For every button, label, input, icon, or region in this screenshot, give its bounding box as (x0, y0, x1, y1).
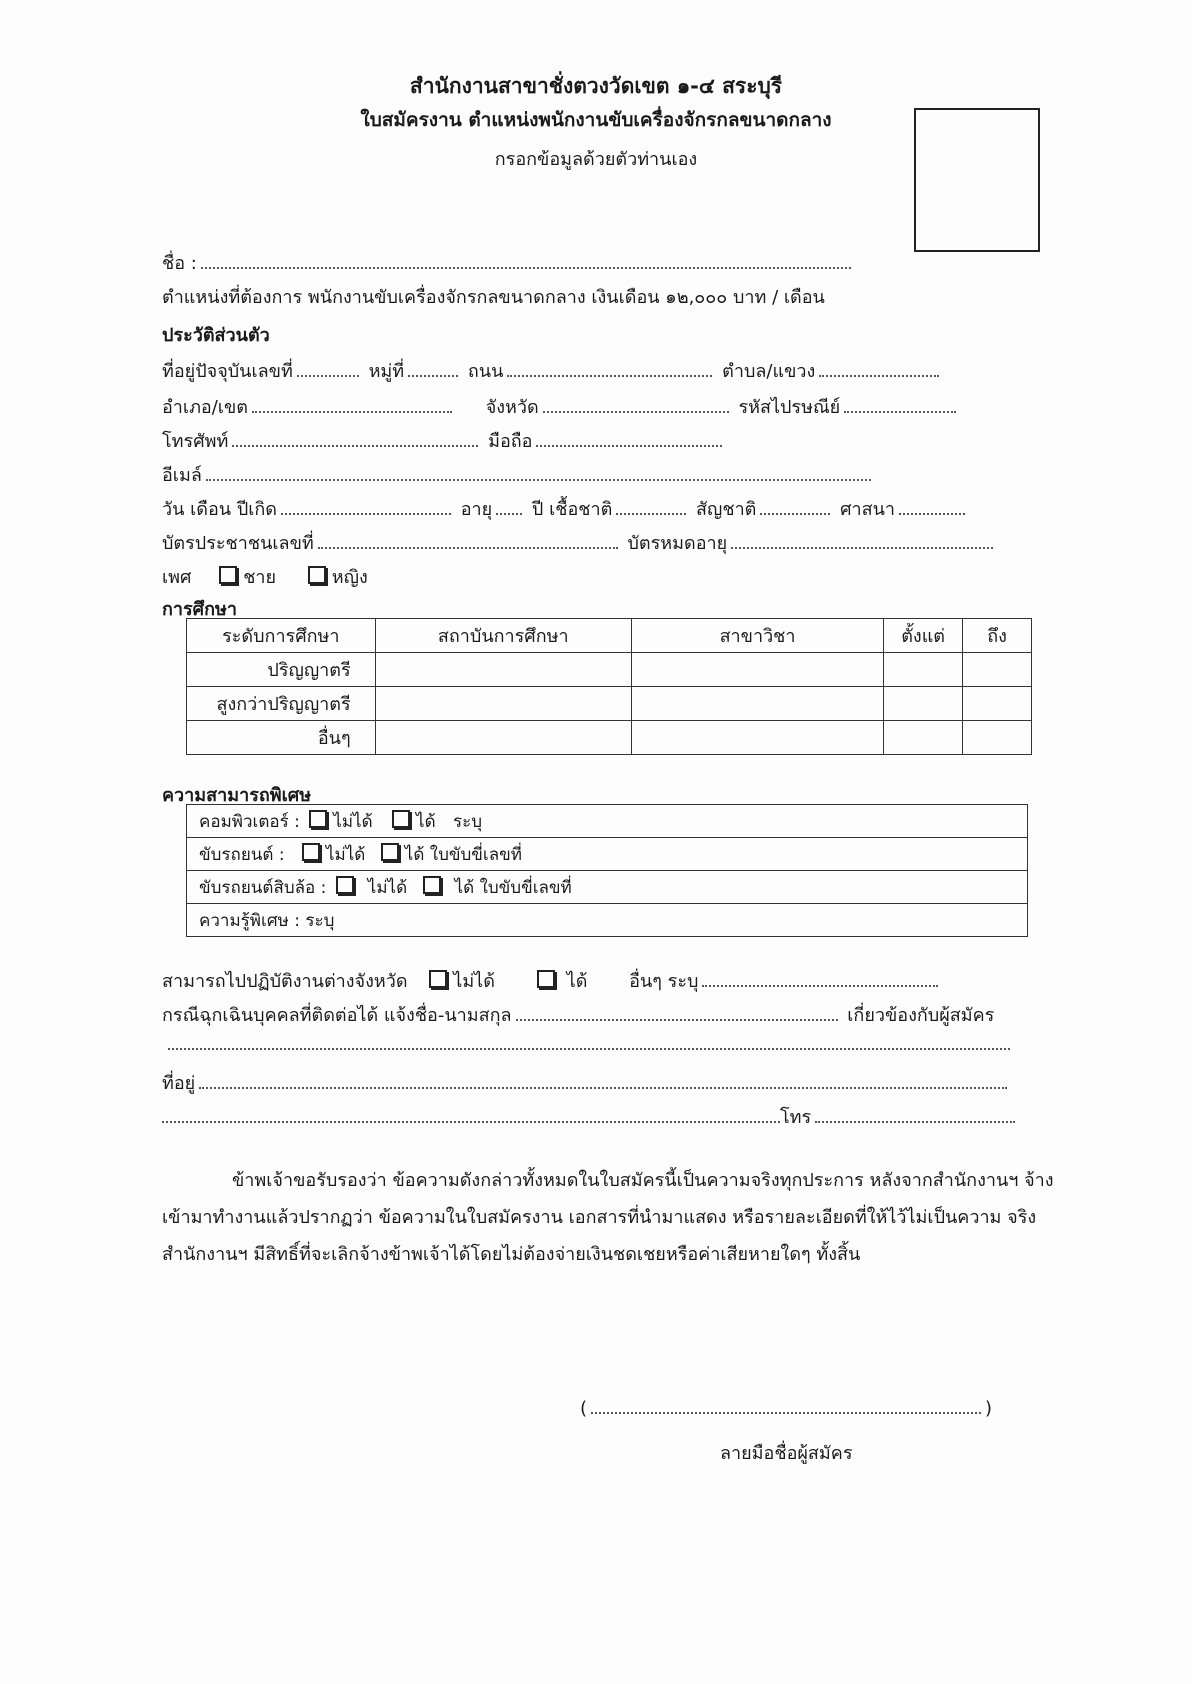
major-cell[interactable] (631, 653, 883, 687)
subdistrict-label: ตำบล/แขวง (722, 361, 816, 382)
male-checkbox[interactable] (219, 566, 237, 584)
form-title: ใบสมัครงาน ตำแหน่งพนักงานขับเครื่องจักรกลขนาดกลาง (360, 109, 832, 131)
district-row (162, 392, 960, 421)
table-row (187, 687, 1032, 721)
relation-label: เกี่ยวข้องกับผู้สมัคร (847, 1005, 995, 1026)
subdistrict-field[interactable] (819, 361, 939, 377)
district-field[interactable] (252, 397, 452, 413)
col-level: ระดับการศึกษา (187, 619, 376, 653)
can-label: ได้ (454, 877, 475, 898)
to-cell[interactable] (963, 687, 1032, 721)
travel-label: สามารถไปปฏิบัติงานต่างจังหวัด (162, 971, 408, 992)
address-row (162, 356, 943, 385)
emergency-address-label: ที่อยู่ (162, 1073, 196, 1094)
truck-label: ขับรถยนต์สิบล้อ : (199, 877, 327, 898)
sex-label: เพศ (162, 567, 192, 588)
cannot-label: ไม่ได้ (367, 877, 408, 898)
tel-label: โทร (780, 1107, 812, 1128)
postcode-field[interactable] (844, 397, 956, 413)
birth-row (162, 494, 969, 523)
address-no-field[interactable] (297, 361, 359, 377)
expiry-label: บัตรหมดอายุ (627, 533, 728, 554)
ethnicity-field[interactable] (616, 499, 686, 515)
computer-can-checkbox[interactable] (392, 810, 410, 828)
education-table (186, 618, 1032, 755)
col-major: สาขาวิชา (631, 619, 883, 653)
signature-close: ) (985, 1398, 993, 1419)
relation-field[interactable] (168, 1034, 1010, 1050)
nationality-label: สัญชาติ (696, 499, 757, 520)
skill-row-knowledge (187, 904, 1028, 937)
age-unit: ปี (531, 499, 544, 520)
computer-label: คอมพิวเตอร์ : (199, 811, 300, 832)
table-row (187, 721, 1032, 755)
ethnicity-label: เชื้อชาติ (549, 499, 613, 520)
signature-line (580, 1398, 992, 1419)
from-cell[interactable] (884, 687, 963, 721)
name-label: ชื่อ : (162, 253, 197, 274)
photo-box[interactable] (914, 108, 1040, 252)
age-field[interactable] (496, 499, 522, 515)
level-other: อื่นๆ (187, 721, 376, 755)
mobile-label: มือถือ (488, 431, 533, 452)
email-label: อีเมล์ (162, 465, 202, 486)
email-field[interactable] (206, 465, 871, 481)
others-field[interactable] (702, 971, 938, 987)
emergency-label: กรณีฉุกเฉินบุคคลที่ติดต่อได้ แจ้งชื่อ-นามสกุล (162, 1005, 512, 1026)
education-header-row (187, 619, 1032, 653)
to-cell[interactable] (963, 721, 1032, 755)
col-from: ตั้งแต่ (884, 619, 963, 653)
can-label: ได้ (416, 811, 436, 832)
car-label: ขับรถยนต์ : (199, 844, 285, 865)
institution-cell[interactable] (375, 687, 631, 721)
car-cannot-checkbox[interactable] (302, 843, 320, 861)
birth-field[interactable] (281, 499, 451, 515)
phone-label: โทรศัพท์ (162, 431, 229, 452)
travel-row (162, 966, 942, 995)
knowledge-label: ความรู้พิเศษ : ระบุ (199, 910, 335, 931)
emergency-address-field[interactable] (199, 1073, 1007, 1089)
car-can-checkbox[interactable] (381, 843, 399, 861)
level-graduate: สูงกว่าปริญญาตรี (187, 687, 376, 721)
personal-heading: ประวัติส่วนตัว (162, 325, 270, 346)
computer-cannot-checkbox[interactable] (309, 810, 327, 828)
others-label: อื่นๆ ระบุ (629, 971, 699, 992)
office-title: สำนักงานสาขาชั่งตวงวัดเขต ๑-๔ สระบุรี (409, 74, 783, 98)
declaration-text: ข้าพเจ้าขอรับรองว่า ข้อความดังกล่าวทั้งหมดในใบสมัครนี้เป็นความจริงทุกประการ หลังจากสำนักงานฯ จ้างเข้ามาทำงานแล้วปรากฏว่า ข้อความในใบสมัครงาน เอกสารที่นำมาแสดง หรือรายละเอียดที่ให้ไว้ไม่เป็นความ จริง สำนักงานฯ มีสิทธิ์ที่จะเลิกจ้างข้าพเจ้าได้โดยไม่ต้องจ่ายเงินชดเชยหรือค่าเสียหายใดๆ ทั้งสิ้น (162, 1170, 1054, 1265)
position-row: ตำแหน่งที่ต้องการ พนักงานขับเครื่องจักรกลขนาดกลาง เงินเดือน ๑๒,๐๐๐ บาท / เดือน (162, 287, 825, 308)
name-field[interactable] (201, 253, 851, 269)
road-field[interactable] (507, 361, 712, 377)
can-label: ได้ (404, 844, 425, 865)
emergency-tel-row (162, 1102, 1019, 1131)
institution-cell[interactable] (375, 653, 631, 687)
col-institution: สถาบันการศึกษา (375, 619, 631, 653)
emergency-continuation (168, 1034, 1010, 1055)
postcode-label: รหัสไปรษณีย์ (738, 397, 841, 418)
tel-field[interactable] (815, 1107, 1015, 1123)
skill-row-car (187, 838, 1028, 871)
level-bachelor: ปริญญาตรี (187, 653, 376, 687)
can-label: ได้ (566, 971, 588, 992)
from-cell[interactable] (884, 653, 963, 687)
institution-cell[interactable] (375, 721, 631, 755)
skill-row-truck (187, 871, 1028, 904)
education-heading: การศึกษา (162, 599, 237, 620)
signature-label: ลายมือชื่อผู้สมัคร (720, 1443, 853, 1464)
name-row (162, 248, 855, 277)
expiry-field[interactable] (731, 533, 993, 549)
male-label: ชาย (243, 567, 277, 588)
religion-label: ศาสนา (840, 499, 896, 520)
major-cell[interactable] (631, 687, 883, 721)
age-label: อายุ (460, 499, 493, 520)
cannot-label: ไม่ได้ (333, 811, 373, 832)
emergency-address-field-2[interactable] (162, 1107, 780, 1123)
skill-row-computer (187, 805, 1028, 838)
signature-field[interactable] (591, 1398, 981, 1414)
specify-label: ระบุ (453, 811, 483, 832)
cannot-label: ไม่ได้ (326, 844, 366, 865)
table-row (187, 653, 1032, 687)
phone-field[interactable] (232, 431, 478, 447)
signature-open: ( (580, 1398, 588, 1419)
female-label: หญิง (331, 567, 368, 588)
email-row (162, 460, 875, 489)
cannot-label: ไม่ได้ (453, 971, 495, 992)
religion-field[interactable] (899, 499, 965, 515)
emergency-row (162, 1000, 994, 1029)
skills-heading: ความสามารถพิเศษ (162, 785, 312, 806)
emergency-address-row (162, 1068, 1011, 1097)
to-cell[interactable] (963, 653, 1032, 687)
phone-row (162, 426, 726, 455)
nationality-field[interactable] (760, 499, 830, 515)
mobile-field[interactable] (536, 431, 722, 447)
travel-can-checkbox[interactable] (537, 970, 555, 988)
id-card-label: บัตรประชาชนเลขที่ (162, 533, 314, 554)
sex-row (162, 562, 368, 591)
id-row (162, 528, 997, 557)
female-checkbox[interactable] (308, 566, 326, 584)
emergency-name-field[interactable] (516, 1005, 838, 1021)
address-no-label: ที่อยู่ปัจจุบันเลขที่ (162, 361, 293, 382)
form-instruction: กรอกข้อมูลด้วยตัวท่านเอง (494, 149, 698, 170)
birth-label: วัน เดือน ปีเกิด (162, 499, 277, 520)
truck-cannot-checkbox[interactable] (336, 876, 354, 894)
from-cell[interactable] (884, 721, 963, 755)
truck-can-checkbox[interactable] (423, 876, 441, 894)
license-label: ใบขับขี่เลขที่ (479, 877, 572, 898)
skills-table (186, 804, 1028, 937)
moo-label: หมู่ที่ (368, 361, 405, 382)
district-label: อำเภอ/เขต (162, 397, 248, 418)
id-card-field[interactable] (318, 533, 618, 549)
travel-cannot-checkbox[interactable] (429, 970, 447, 988)
road-label: ถนน (467, 361, 504, 382)
moo-field[interactable] (408, 361, 458, 377)
province-field[interactable] (543, 397, 729, 413)
province-label: จังหวัด (485, 397, 539, 418)
license-label: ใบขับขี่เลขที่ (429, 844, 522, 865)
col-to: ถึง (963, 619, 1032, 653)
major-cell[interactable] (631, 721, 883, 755)
